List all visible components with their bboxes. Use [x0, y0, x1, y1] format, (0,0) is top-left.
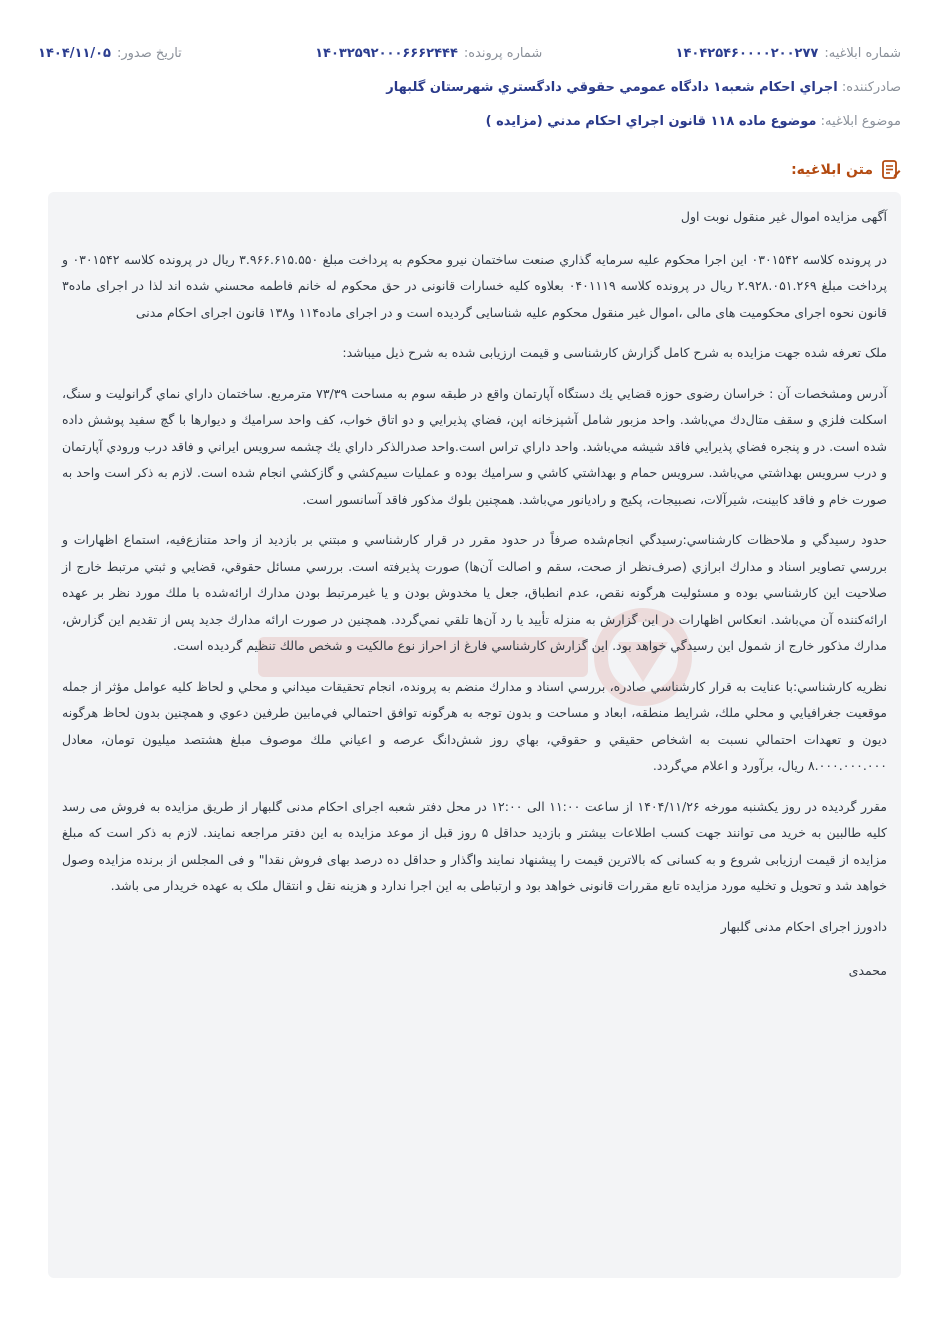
section-title-text: متن ابلاغیه:: [791, 162, 873, 178]
paragraph-expert-opinion: نظريه كارشناسي:با عنايت به قرار كارشناسي صادره، بررسي اسناد و مدارك منضم به پرونده، انجام تحقيقات ميداني و محلي و لحاظ كليه عوامل مؤثر از جمله موقعيت جغرافيايي و محلي ملك، شرايط منطقه، ابعاد و مساحت و بدون توجه به هرگونه توافق احتمالي في‌مابين طرفين دعوي و همچنين بدون لحاظ هرگونه ديون و تعهدات احتمالي نسبت به اشخاص حقيقي و حقوقي، بهاي روز شش‌دانگ عرصه و اعياني ملك موصوف مبلغ هشتصد ميليون تومان، معادل ۸.۰۰۰.۰۰۰.۰۰۰ ريال، برآورد و اعلام مي‌گردد.: [62, 678, 887, 773]
notice-content: [48, 192, 901, 1278]
notice-number: [676, 46, 901, 68]
notice-number-value: ۱۴۰۴۲۵۴۶۰۰۰۰۲۰۰۲۷۷: [675, 46, 819, 61]
signature-name: محمدی: [848, 963, 887, 978]
case-number-value: ۱۴۰۳۲۵۹۲۰۰۰۶۶۶۲۴۴۴: [315, 46, 458, 61]
issuer-value: اجراي احكام شعبه۱ دادگاه عمومي حقوقي دادگستري شهرستان گلبهار: [386, 80, 838, 95]
issue-date-value: ۱۴۰۴/۱۱/۰۵: [38, 46, 111, 61]
subject-row: [38, 114, 901, 129]
paragraph-review-scope: حدود رسيدگي و ملاحظات كارشناسي:رسيدگي انجام‌شده صرفاً در حدود مقرر در قرار كارشناسي و مبتني بر بازديد از واحد متنازع‌فيه، استماع اظهارات و بررسي تصاوير اسناد و مدارك ابرازي (صرف‌نظر از صحت، سقم و اصالت آن‌ها) صورت پذيرفته است. بررسي مسائل حقوقي، قضايي و ثبتي مرتبط خارج از صلاحيت اين كارشناسي بوده و مسئوليت هرگونه نقص، عدم انطباق، جعل يا مخدوش بودن و يا غيرمرتبط بودن مدارك ارائه‌شده با ملك مورد نظر بر عهده ارائه‌كننده آن مي‌باشد. انعكاس اظهارات در اين گزارش به منزله تأييد يا رد آن‌ها تلقي نمي‌گردد. همچنين در صورت ارائه مدارك جديد پس از تقديم اين گزارش، مدارك مذكور خارج از شمول اين رسيدگي خواهد بود. اين گزارش كارشناسي فارغ از احراز نوع مالكيت و شخص مالك تنظيم گرديده است.: [62, 532, 887, 653]
document-edit-icon: [881, 159, 901, 181]
meta-top-row: [38, 46, 901, 68]
issuer-label: صادرکننده:: [841, 80, 901, 95]
paragraph-case: در پرونده کلاسه ۰۳۰۱۵۴۲ این اجرا محکوم علیه سرمايه گذاري صنعت ساختمان نيرو محکوم به پرداخت مبلغ ۳.۹۶۶.۶۱۵.۵۵۰ ریال در پرونده کلاسه ۰۳۰۱۵۴۲ و پرداخت مبلغ ۲.۹۲۸.۰۵۱.۲۶۹ ریال در پرونده کلاسه ۰۴۰۱۱۱۹ بعلاوه کلیه خسارات قانونی در حق محکوم له خانم فاطمه محسني شده اند لذا در اجرای ماده۳ قانون نحوه اجرای محکومیت های مالی ،اموال غیر منقول محکوم علیه شناسایی گردیده است و در اجرای ماده۱۱۴ و۱۳۸ قانون اجرای احکام مدنی: [62, 251, 888, 320]
paragraph-auction-terms: مقرر گرديده در روز يكشنبه مورخه ۱۴۰۴/۱۱/۲۶ از ساعت ۱۱:۰۰ الی ۱۲:۰۰ در محل دفتر شعبه اجرای احکام مدنی گلبهار از طریق مزایده به فروش می رسد کلیه طالبین به خرید می توانند جهت کسب اطلاعات بیشتر و بازدید حداقل ۵ روز قبل از موعد مزایده به این دفتر مراجعه نمایند. لازم به ذکر است که مبلغ مزایده از قیمت ارزیابی شروع و به کسانی که بالاترین قیمت را پیشنهاد نمایند واگذار و حداقل ده درصد بهای فروش نقدا" و فی المجلس از برنده مزایده وصول خواهد شد و تحویل و تخلیه مورد مزایده تابع مقررات قانونی خواهد بود و ارتباطی به این اجرا ندارد و هزینه نقل و انتقال ملک به عهده خریدار می باشد.: [62, 798, 888, 893]
notice-number-label: شماره ابلاغیه:: [824, 46, 901, 61]
case-number-label: شماره پرونده:: [463, 46, 543, 61]
case-number: [315, 46, 542, 68]
issue-date: [38, 46, 182, 68]
notice-heading: آگهی مزایده اموال غیر منقول نوبت اول: [680, 209, 887, 224]
issuer-row: [38, 80, 901, 95]
issue-date-label: تاریخ صدور:: [117, 46, 182, 61]
subject-value: موضوع ماده ۱۱۸ قانون اجراي احكام مدني (مزايده ): [485, 114, 817, 129]
paragraph-address: آدرس ومشخصات آن : خراسان رضوی حوزه قضايي يك دستگاه آپارتمان واقع در طبقه سوم به مساحت ۷۳/۳۹ مترمربع. ساختمان داراي نماي گرانوليت و سنگ، اسكلت فلزي و سقف متال‌دك مي‌باشد. واحد مزبور شامل آشپزخانه اپن، فضاي پذيرايي و دو اتاق خواب، كف واحد سراميك و ديوارها با گچ سفيد پوشش داده شده است. در و پنجره فضاي پذيرايي فاقد شيشه مي‌باشد. واحد داراي تراس است.واحد صدرالذكر داراي يك چشمه سرويس ايراني و فاقد درب ورودي آپارتمان و درب سرويس بهداشتي مي‌باشد. سرويس حمام و بهداشتي كاشي و سراميك بوده و عمليات سيم‌كشي و گازكشي انجام شده است. لازم به ذكر است واحد به صورت خام و فاقد كابينت، شيرآلات، نصبيجات، پكيج و راديانور مي‌باشد. همچنين بلوك مذكور فاقد آسانسور است.: [62, 385, 887, 507]
section-title: [791, 159, 901, 181]
subject-label: موضوع ابلاغیه:: [820, 114, 901, 129]
signature-title: دادورز اجرای احکام مدنی گلبهار: [720, 918, 887, 934]
paragraph-intro: ملک تعرفه شده جهت مزایده به شرح کامل گزارش کارشناسی و قیمت ارزیابی شده به شرح ذیل میباشد:: [342, 345, 887, 360]
